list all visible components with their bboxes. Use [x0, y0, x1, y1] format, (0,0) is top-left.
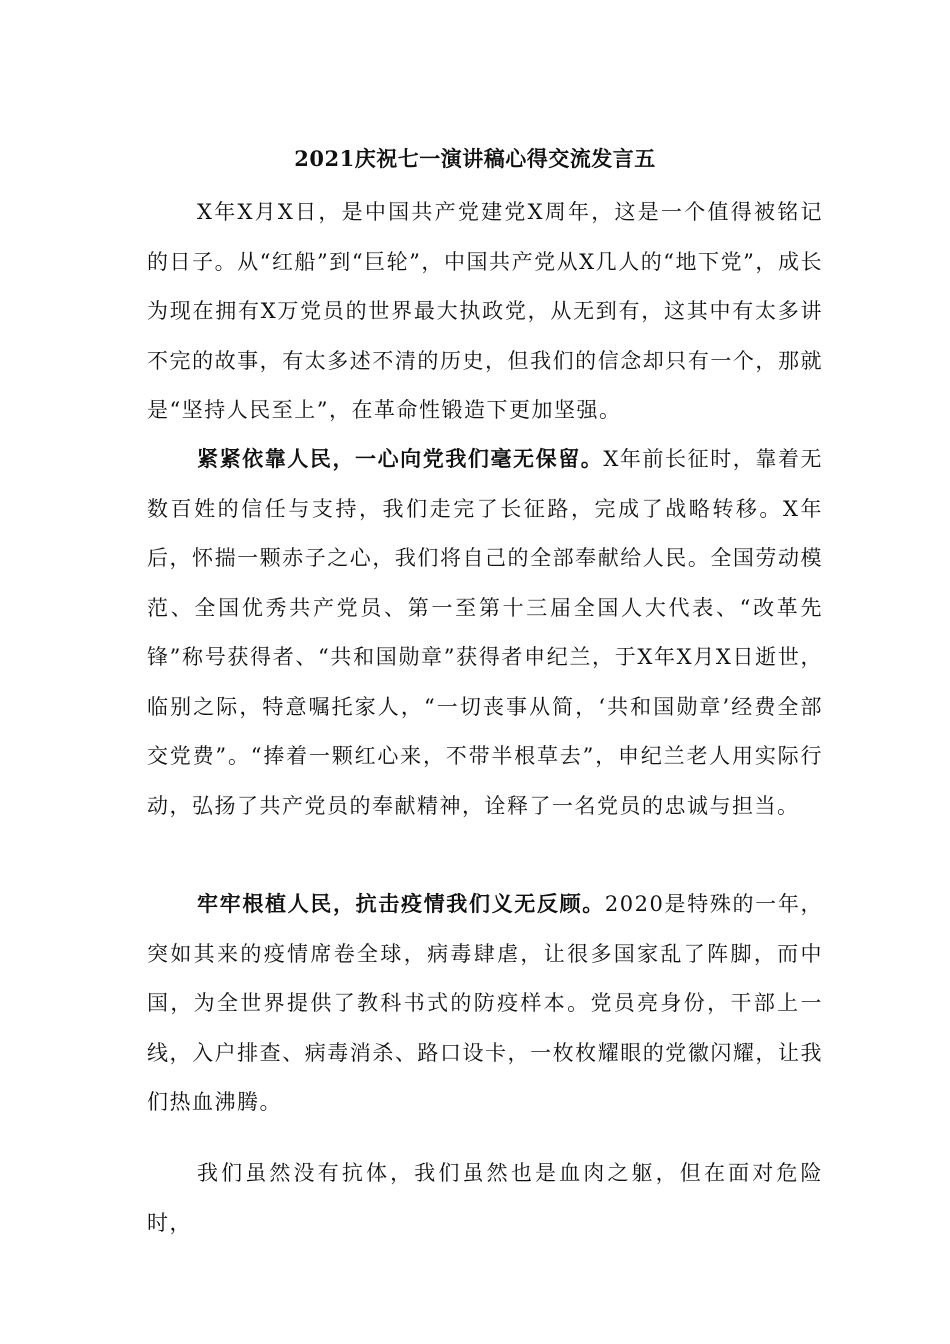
paragraph-1-text: X年X月X日，是中国共产党建党X周年，这是一个值得被铭记的日子。从“红船”到“巨轮”，中国共产党从X几人的“地下党”，成长为现在拥有X万党员的世界最大执政党，从无到有，这其中有太多讲不完的故事，有太多述不清的历史，但我们的信念却只有一个，那就是“坚持人民至上”，在革命性锻造下更加坚强。	[147, 200, 823, 422]
paragraph-3	[147, 879, 823, 1128]
paragraph-3-lead: 牢牢根植人民，抗击疫情我们义无反顾。	[197, 891, 605, 916]
paragraph-2	[147, 434, 823, 831]
paragraph-2-lead: 紧紧依靠人民，一心向党我们毫无保留。	[197, 446, 604, 471]
document-title: 2021庆祝七一演讲稿心得交流发言五	[294, 146, 656, 171]
paragraph-4-text: 我们虽然没有抗体，我们虽然也是血肉之躯，但在面对危险时，	[147, 1161, 823, 1235]
paragraph-1	[147, 187, 823, 436]
paragraph-3-text: 2020是特殊的一年，突如其来的疫情席卷全球，病毒肆虐，让很多国家乱了阵脚，而中国，为全世界提供了教科书式的防疫样本。党员亮身份，干部上一线，入户排查、病毒消杀、路口设卡，一枚枚耀眼的党徽闪耀，让我们热血沸腾。	[147, 892, 823, 1114]
paragraph-4	[147, 1148, 823, 1248]
paragraph-2-text: X年前长征时，靠着无数百姓的信任与支持，我们走完了长征路，完成了战略转移。X年后，怀揣一颗赤子之心，我们将自己的全部奉献给人民。全国劳动模范、全国优秀共产党员、第一至第十三届全国人大代表、“改革先锋”称号获得者、“共和国勋章”获得者申纪兰，于X年X月X日逝世，临别之际，特意嘱托家人，“一切丧事从简，‘共和国勋章’经费全部交党费”。“捧着一颗红心来，不带半根草去”，申纪兰老人用实际行动，弘扬了共产党员的奉献精神，诠释了一名党员的忠诚与担当。	[147, 447, 824, 818]
